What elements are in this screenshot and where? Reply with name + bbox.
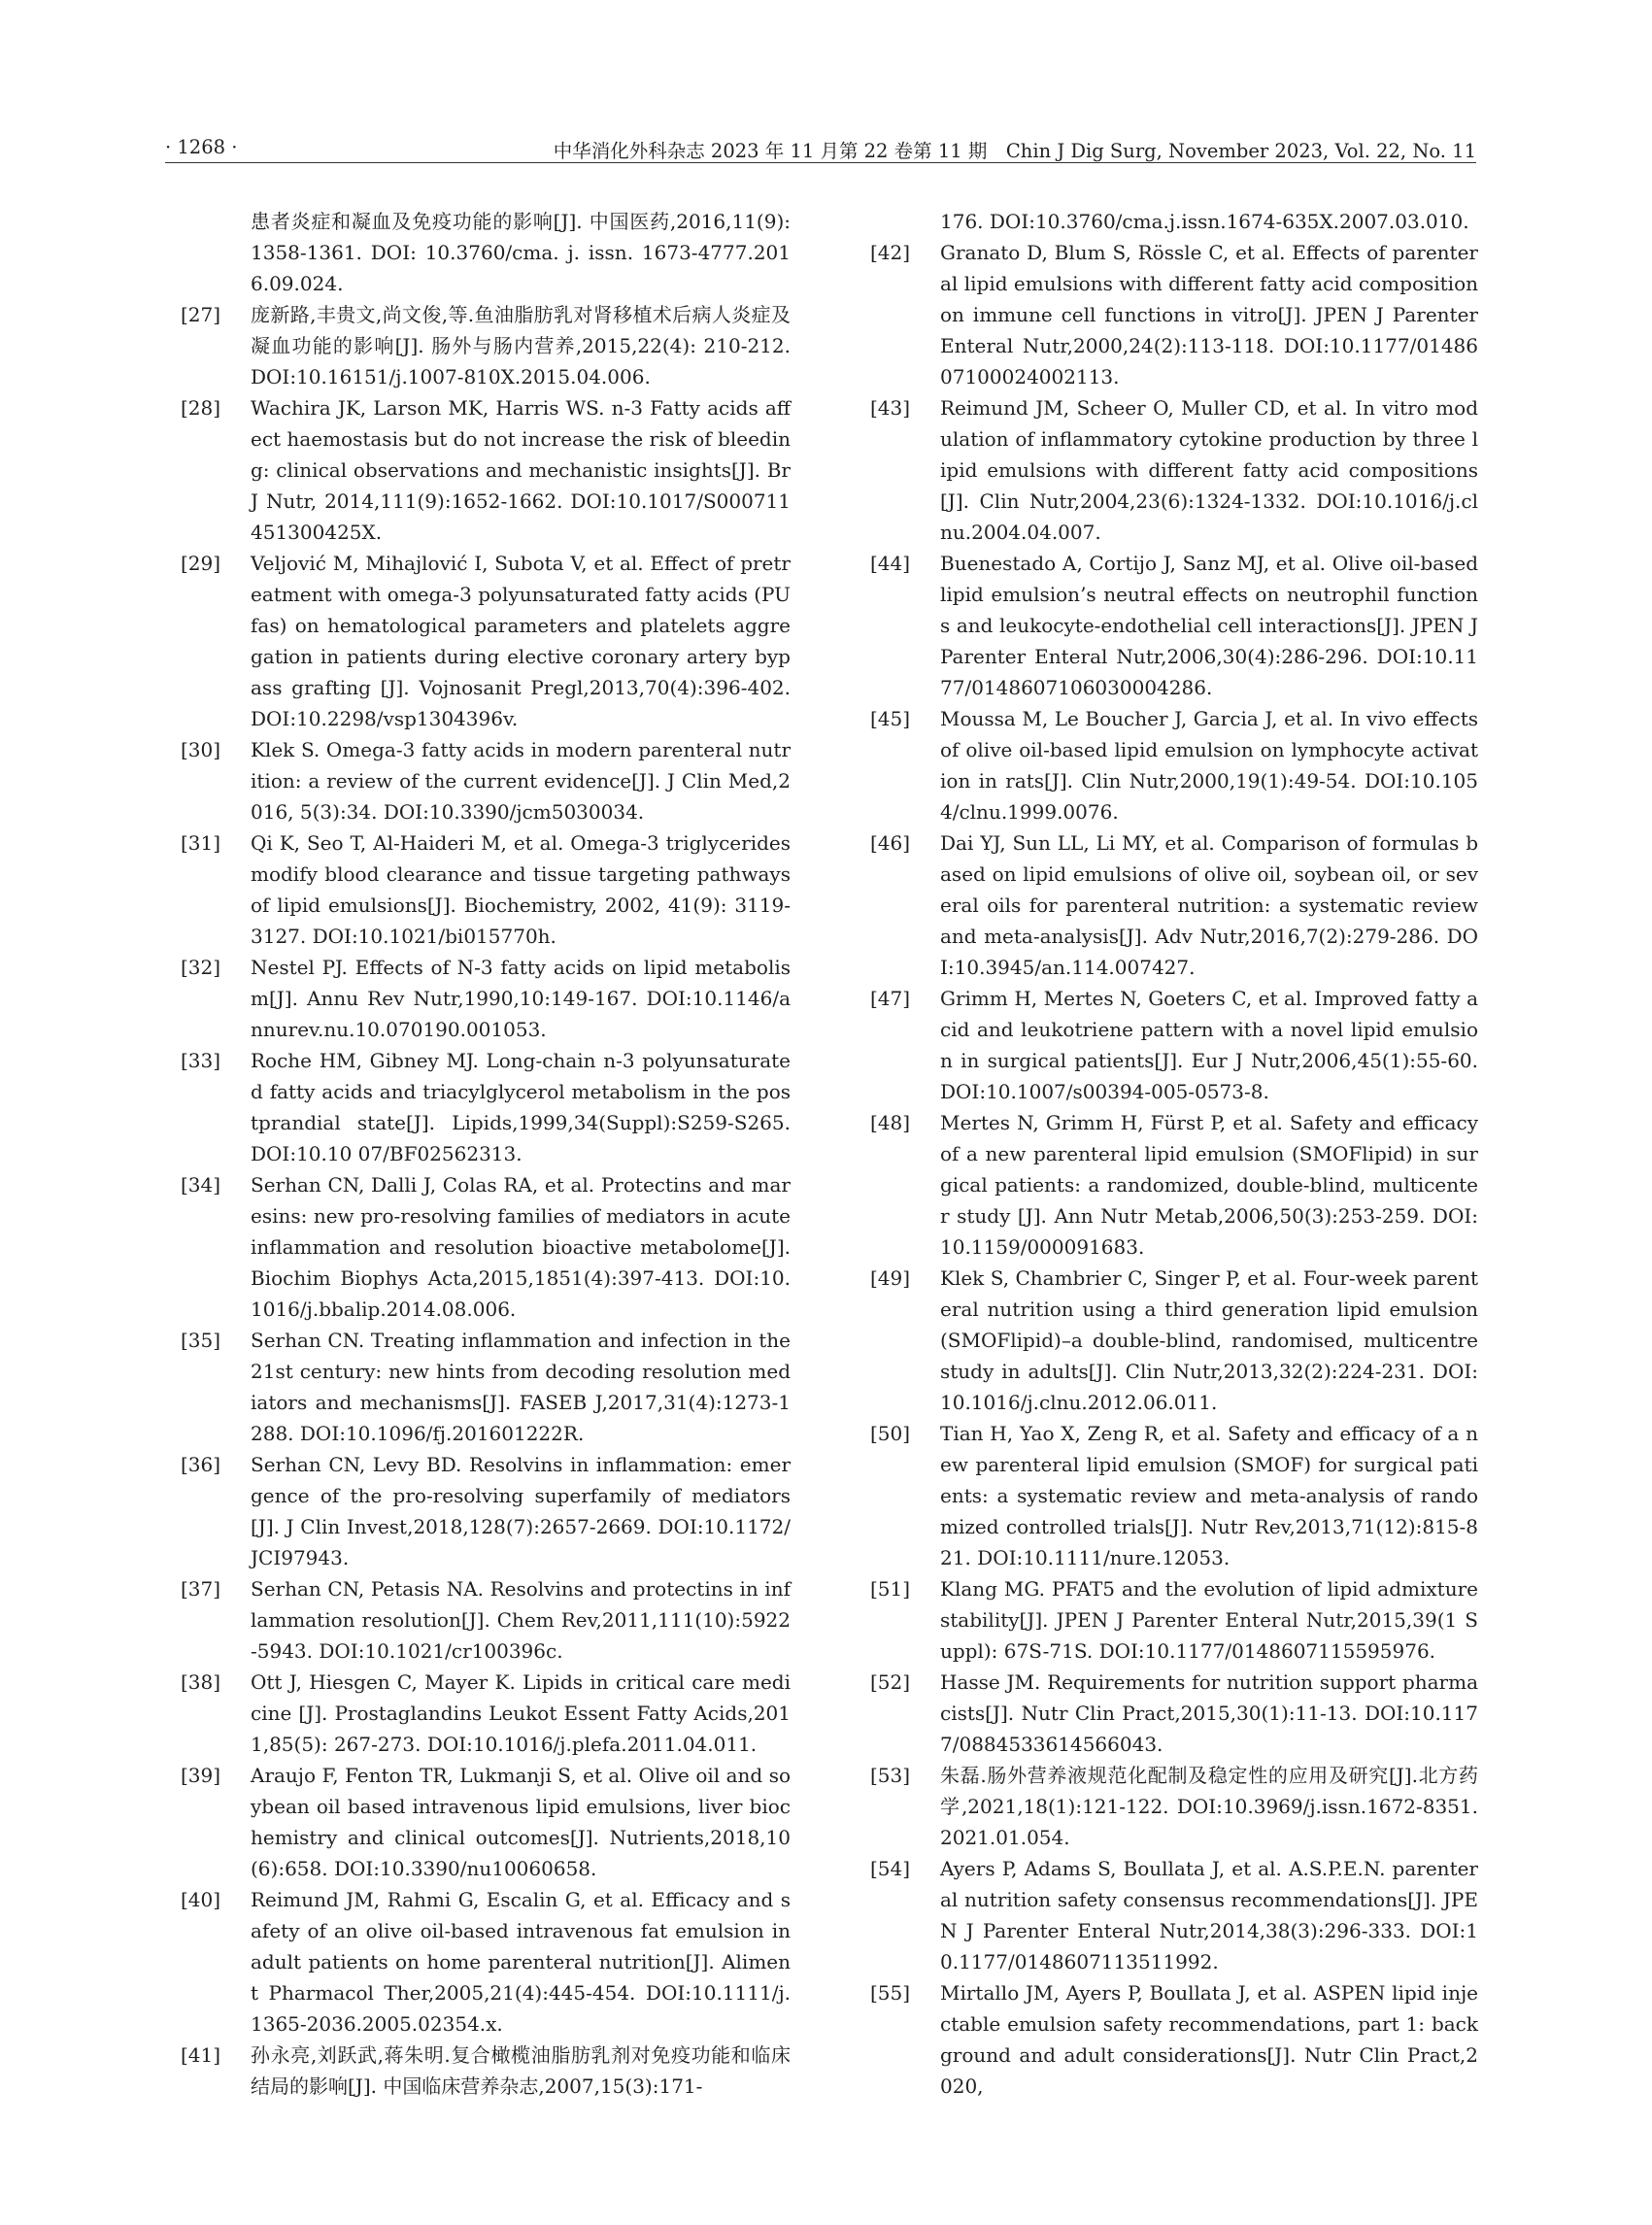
reference-number: [29] <box>181 552 221 575</box>
reference-entry <box>181 1325 791 1449</box>
reference-text: Hasse JM. Requirements for nutrition support pharmacists[J]. Nutr Clin Pract,2015,30(1):11-13. DOI:10.1177/0884533614566043. <box>940 1670 1478 1756</box>
reference-text: Nestel PJ. Effects of N-3 fatty acids on lipid metabolism[J]. Annu Rev Nutr,1990,10:149-167. DOI:10.1146/annurev.nu.10.070190.001053. <box>251 956 791 1041</box>
reference-text: 朱磊.肠外营养液规范化配制及稳定性的应用及研究[J].北方药学,2021,18(1):121-122. DOI:10.3969/j.issn.1672-8351.2021.01.054. <box>940 1764 1478 1849</box>
reference-entry <box>181 299 791 392</box>
reference-text: Mirtallo JM, Ayers P, Boullata J, et al. ASPEN lipid injectable emulsion safety recommendations, part 1: background and adult considerations[J]. Nutr Clin Pract,2020, <box>940 1981 1478 2098</box>
reference-number: [47] <box>870 987 911 1010</box>
reference-entry <box>181 1169 791 1325</box>
reference-entry <box>870 1263 1478 1418</box>
reference-text: Moussa M, Le Boucher J, Garcia J, et al. In vivo effects of olive oil-based lipid emulsion on lymphocyte activation in rats[J]. Clin Nutr,2000,19(1):49-54. DOI:10.1054/clnu.1999.0076. <box>940 707 1478 824</box>
reference-text: 庞新路,丰贵文,尚文俊,等.鱼油脂肪乳对肾移植术后病人炎症及凝血功能的影响[J]. 肠外与肠内营养,2015,22(4): 210-212. DOI:10.16151/j.1007-810X.2015.04.006. <box>251 303 791 388</box>
reference-number: [46] <box>870 831 911 855</box>
reference-text: Reimund JM, Scheer O, Muller CD, et al. In vitro modulation of inflammatory cytokine production by three lipid emulsions with different fatty acid compositions[J]. Clin Nutr,2004,23(6):1324-1332. DOI:10.1016/j.clnu.2004.04.007. <box>940 396 1478 544</box>
reference-entry <box>870 1977 1478 2102</box>
reference-text: Serhan CN, Petasis NA. Resolvins and protectins in inflammation resolution[J]. Chem Rev,2011,111(10):5922-5943. DOI:10.1021/cr100396c. <box>251 1577 791 1663</box>
reference-number: [38] <box>181 1670 221 1694</box>
reference-text: 176. DOI:10.3760/cma.j.issn.1674-635X.2007.03.010. <box>940 210 1469 233</box>
reference-entry <box>870 1418 1478 1573</box>
reference-entry <box>870 206 1478 237</box>
reference-column-left <box>181 206 791 2102</box>
reference-column-right <box>870 206 1478 2102</box>
reference-text: Buenestado A, Cortijo J, Sanz MJ, et al. Olive oil-based lipid emulsion’s neutral effects on neutrophil functions and leukocyte-endothelial cell interactions[J]. JPEN J Parenter Enteral Nutr,2006,30(4):286-296. DOI:10.1177/0148607106030004286. <box>940 552 1478 699</box>
reference-number: [54] <box>870 1857 911 1880</box>
reference-entry <box>181 548 791 734</box>
reference-entry <box>870 548 1478 703</box>
reference-text: Serhan CN, Levy BD. Resolvins in inflammation: emergence of the pro-resolving superfamily of mediators[J]. J Clin Invest,2018,128(7):2657-2669. DOI:10.1172/JCI97943. <box>251 1453 791 1569</box>
reference-entry <box>870 1573 1478 1667</box>
reference-number: [43] <box>870 396 911 420</box>
reference-number: [42] <box>870 241 911 264</box>
reference-text: Qi K, Seo T, Al-Haideri M, et al. Omega-3 triglycerides modify blood clearance and tissue targeting pathways of lipid emulsions[J]. Biochemistry, 2002, 41(9): 3119-3127. DOI:10.1021/bi015770h. <box>251 831 791 948</box>
reference-text: Mertes N, Grimm H, Fürst P, et al. Safety and efficacy of a new parenteral lipid emulsion (SMOFlipid) in surgical patients: a randomized, double-blind, multicenter study [J]. Ann Nutr Metab,2006,50(3):253-259. DOI:10.1159/000091683. <box>940 1111 1478 1259</box>
reference-entry <box>870 1853 1478 1977</box>
reference-text: Veljović M, Mihajlović I, Subota V, et al. Effect of pretreatment with omega-3 polyunsaturated fatty acids (PUfas) on hematological parameters and platelets aggregation in patients during elective coronary artery bypass grafting [J]. Vojnosanit Pregl,2013,70(4):396-402. DOI:10.2298/vsp1304396v. <box>251 552 791 730</box>
reference-entry <box>181 1449 791 1573</box>
reference-text: Serhan CN. Treating inflammation and infection in the 21st century: new hints from decoding resolution mediators and mechanisms[J]. FASEB J,2017,31(4):1273-1288. DOI:10.1096/fj.201601222R. <box>251 1329 791 1445</box>
reference-number: [45] <box>870 707 911 730</box>
reference-number: [28] <box>181 396 221 420</box>
journal-citation: 中华消化外科杂志 2023 年 11 月第 22 卷第 11 期 Chin J Dig Surg, November 2023, Vol. 22, No. 11 <box>553 140 1476 162</box>
reference-number: [50] <box>870 1422 911 1445</box>
reference-entry <box>181 1573 791 1667</box>
reference-text: Ott J, Hiesgen C, Mayer K. Lipids in critical care medicine [J]. Prostaglandins Leukot Essent Fatty Acids,2011,85(5): 267-273. DOI:10.1016/j.plefa.2011.04.011. <box>251 1670 791 1756</box>
reference-text: Roche HM, Gibney MJ. Long-chain n-3 polyunsaturated fatty acids and triacylglycerol metabolism in the postprandial state[J]. Lipids,1999,34(Suppl):S259-S265. DOI:10.10 07/BF02562313. <box>251 1049 791 1165</box>
reference-number: [40] <box>181 1888 221 1911</box>
running-header <box>165 132 1476 165</box>
reference-text: Klang MG. PFAT5 and the evolution of lipid admixture stability[J]. JPEN J Parenter Enteral Nutr,2015,39(1 Suppl): 67S-71S. DOI:10.1177/0148607115595976. <box>940 1577 1478 1663</box>
reference-text: Ayers P, Adams S, Boullata J, et al. A.S.P.E.N. parenteral nutrition safety consensus recommendations[J]. JPEN J Parenter Enteral Nutr,2014,38(3):296-333. DOI:10.1177/0148607113511992. <box>940 1857 1478 1973</box>
reference-number: [33] <box>181 1049 221 1072</box>
reference-text: Dai YJ, Sun LL, Li MY, et al. Comparison of formulas based on lipid emulsions of olive oil, soybean oil, or several oils for parenteral nutrition: a systematic review and meta-analysis[J]. Adv Nutr,2016,7(2):279-286. DOI:10.3945/an.114.007427. <box>940 831 1478 979</box>
reference-number: [44] <box>870 552 911 575</box>
reference-number: [39] <box>181 1764 221 1787</box>
reference-number: [53] <box>870 1764 911 1787</box>
reference-entry <box>181 734 791 827</box>
reference-text: Klek S. Omega-3 fatty acids in modern parenteral nutrition: a review of the current evidence[J]. J Clin Med,2016, 5(3):34. DOI:10.3390/jcm5030034. <box>251 738 791 824</box>
reference-number: [41] <box>181 2043 221 2067</box>
reference-entry <box>181 1045 791 1169</box>
reference-entry <box>181 392 791 548</box>
reference-number: [34] <box>181 1173 221 1197</box>
reference-entry <box>870 1107 1478 1263</box>
reference-text: Araujo F, Fenton TR, Lukmanji S, et al. Olive oil and soybean oil based intravenous lipid emulsions, liver biochemistry and clinical outcomes[J]. Nutrients,2018,10(6):658. DOI:10.3390/nu10060658. <box>251 1764 791 1880</box>
reference-entry <box>870 1667 1478 1760</box>
reference-text: Wachira JK, Larson MK, Harris WS. n-3 Fatty acids affect haemostasis but do not increase the risk of bleeding: clinical observations and mechanistic insights[J]. Br J Nutr, 2014,111(9):1652-1662. DOI:10.1017/S000711451300425X. <box>251 396 791 544</box>
reference-text: 孙永亮,刘跃武,蒋朱明.复合橄榄油脂肪乳剂对免疫功能和临床结局的影响[J]. 中国临床营养杂志,2007,15(3):171- <box>251 2043 791 2098</box>
reference-text: Granato D, Blum S, Rössle C, et al. Effects of parenteral lipid emulsions with different fatty acid composition on immune cell functions in vitro[J]. JPEN J Parenter Enteral Nutr,2000,24(2):113-118. DOI:10.1177/0148607100024002113. <box>940 241 1478 388</box>
reference-number: [31] <box>181 831 221 855</box>
reference-number: [52] <box>870 1670 911 1694</box>
reference-entry <box>870 703 1478 827</box>
reference-entry <box>181 1884 791 2040</box>
reference-entry <box>870 1760 1478 1853</box>
reference-number: [27] <box>181 303 221 326</box>
reference-number: [35] <box>181 1329 221 1352</box>
reference-text: 患者炎症和凝血及免疫功能的影响[J]. 中国医药,2016,11(9): 1358-1361. DOI: 10.3760/cma. j. issn. 1673-4777.2016.09.024. <box>251 210 791 295</box>
reference-entry <box>181 1760 791 1884</box>
reference-text: Reimund JM, Rahmi G, Escalin G, et al. Efficacy and safety of an olive oil-based intravenous fat emulsion in adult patients on home parenteral nutrition[J]. Aliment Pharmacol Ther,2005,21(4):445-454. DOI:10.1111/j.1365-2036.2005.02354.x. <box>251 1888 791 2036</box>
reference-entry <box>870 827 1478 983</box>
reference-number: [49] <box>870 1266 911 1290</box>
reference-number: [32] <box>181 956 221 979</box>
reference-entry <box>870 392 1478 548</box>
reference-number: [51] <box>870 1577 911 1601</box>
reference-number: [48] <box>870 1111 911 1134</box>
page-number: · 1268 · <box>165 136 238 158</box>
reference-entry <box>181 1667 791 1760</box>
reference-entry <box>181 206 791 299</box>
reference-entry <box>181 952 791 1045</box>
reference-number: [30] <box>181 738 221 761</box>
reference-number: [55] <box>870 1981 911 2005</box>
reference-number: [36] <box>181 1453 221 1476</box>
reference-entry <box>181 827 791 952</box>
reference-text: Serhan CN, Dalli J, Colas RA, et al. Protectins and maresins: new pro-resolving families of mediators in acute inflammation and resolution bioactive metabolome[J]. Biochim Biophys Acta,2015,1851(4):397-413. DOI:10.1016/j.bbalip.2014.08.006. <box>251 1173 791 1321</box>
reference-entry <box>870 983 1478 1107</box>
reference-text: Klek S, Chambrier C, Singer P, et al. Four-week parenteral nutrition using a third generation lipid emulsion (SMOFlipid)–a double-blind, randomised, multicentre study in adults[J]. Clin Nutr,2013,32(2):224-231. DOI:10.1016/j.clnu.2012.06.011. <box>940 1266 1478 1414</box>
reference-entry <box>870 237 1478 392</box>
reference-text: Tian H, Yao X, Zeng R, et al. Safety and efficacy of a new parenteral lipid emulsion (SMOF) for surgical patients: a systematic review and meta-analysis of randomized controlled trials[J]. Nutr Rev,2013,71(12):815-821. DOI:10.1111/nure.12053. <box>940 1422 1478 1569</box>
reference-text: Grimm H, Mertes N, Goeters C, et al. Improved fatty acid and leukotriene pattern with a novel lipid emulsion in surgical patients[J]. Eur J Nutr,2006,45(1):55-60. DOI:10.1007/s00394-005-0573-8. <box>940 987 1478 1103</box>
reference-entry <box>181 2040 791 2102</box>
reference-number: [37] <box>181 1577 221 1601</box>
header-rule <box>165 162 1476 163</box>
